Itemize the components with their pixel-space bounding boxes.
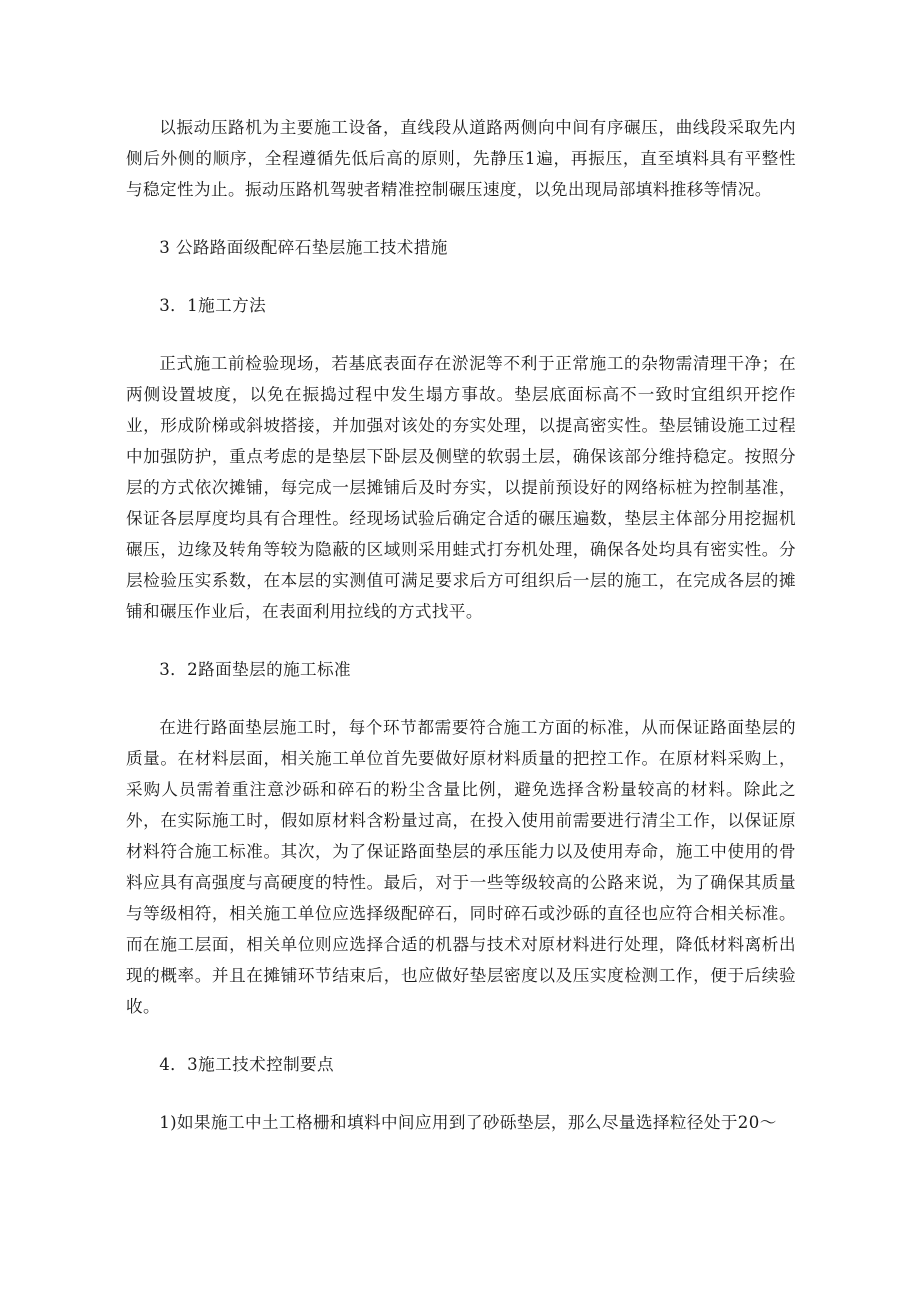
subsection-heading-4-3: 4．3施工技术控制要点 [159,1055,335,1074]
paragraph-compaction-procedure: 以振动压路机为主要施工设备，直线段从道路两侧向中间有序碾压，曲线段采取先内侧后外侧的顺序，全程遵循先低后高的原则，先静压1遍，再振压，直至填料具有平整性与稳定性为止。振动压路机驾驶者精准控制碾压速度，以免出现局部填料推移等情况。 [126,118,796,199]
subsection-heading-3-2: 3．2路面垫层的施工标准 [159,660,352,679]
document-page [126,112,796,1138]
subsection-heading-3-1: 3．1施工方法 [159,296,267,315]
paragraph-construction-standards: 在进行路面垫层施工时，每个环节都需要符合施工方面的标准，从而保证路面垫层的质量。在材料层面，相关施工单位首先要做好原材料质量的把控工作。在原材料采购上，采购人员需着重注意沙砾和碎石的粉尘含量比例，避免选择含粉量较高的材料。除此之外，在实际施工时，假如原材料含粉量过高，在投入使用前需要进行清尘工作，以保证原材料符合施工标准。其次，为了保证路面垫层的承压能力以及使用寿命，施工中使用的骨料应具有高强度与高硬度的特性。最后，对于一些等级较高的公路来说，为了确保其质量与等级相符，相关施工单位应选择级配碎石，同时碎石或沙砾的直径也应符合相关标准。而在施工层面，相关单位则应选择合适的机器与技术对原材料进行处理，降低材料离析出现的概率。并且在摊铺环节结束后，也应做好垫层密度以及压实度检测工作，便于后续验收。 [126,718,796,1016]
paragraph-construction-method: 正式施工前检验现场，若基底表面存在淤泥等不利于正常施工的杂物需清理干净；在两侧设置坡度，以免在振捣过程中发生塌方事故。垫层底面标高不一致时宜组织开挖作业，形成阶梯或斜坡搭接，并加强对该处的夯实处理，以提高密实性。垫层铺设施工过程中加强防护，重点考虑的是垫层下卧层及侧壁的软弱土层，确保该部分维持稳定。按照分层的方式依次摊铺，每完成一层摊铺后及时夯实，以提前预设好的网络标桩为控制基准，保证各层厚度均具有合理性。经现场试验后确定合适的碾压遍数，垫层主体部分用挖掘机碾压，边缘及转角等较为隐蔽的区域则采用蛙式打夯机处理，确保各处均具有密实性。分层检验压实系数，在本层的实测值可满足要求后方可组织后一层的施工，在完成各层的摊铺和碾压作业后，在表面利用拉线的方式找平。 [126,354,796,621]
section-heading-3: 3 公路路面级配碎石垫层施工技术措施 [159,238,448,257]
paragraph-control-point-1: 1)如果施工中土工格栅和填料中间应用到了砂砾垫层，那么尽量选择粒径处于20～ [159,1113,777,1132]
